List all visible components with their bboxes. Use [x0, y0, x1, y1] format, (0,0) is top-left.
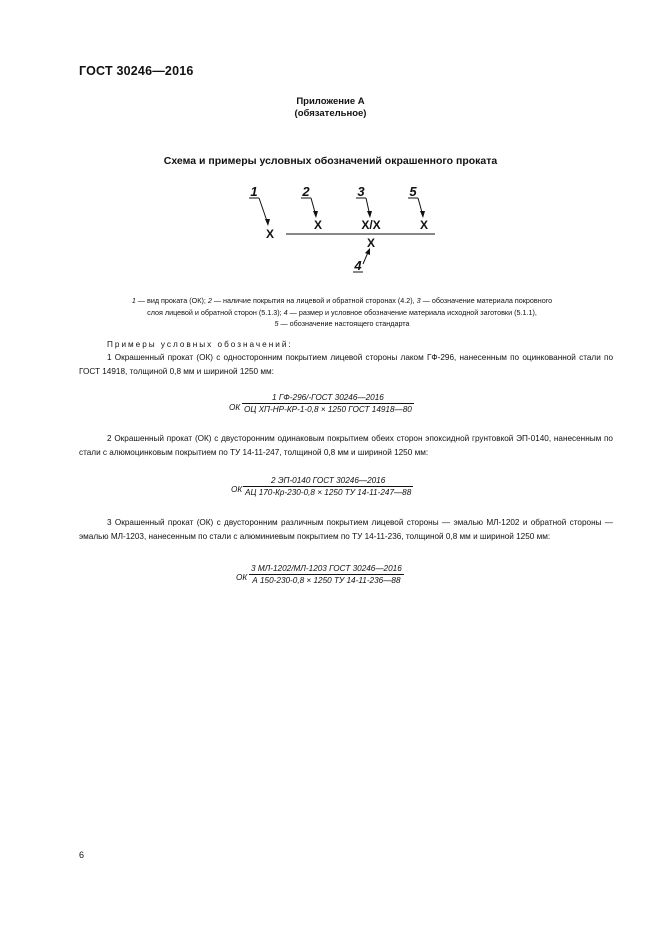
callout-label-2: 2 [302, 184, 310, 199]
mark-5: X [419, 218, 429, 232]
legend-line-1: 1 — вид проката (ОК); 2 — наличие покрытия на лицевой и обратной сторонах (4.2), 3 — обозначение материала покровного [131, 296, 553, 305]
formula-2-numerator: 2 ЭП-0140 ГОСТ 30246—2016 [243, 476, 413, 487]
legend-line-2: слоя лицевой и обратной сторон (5.1.3); 4 — размер и условное обозначение материала исходной заготовки (5.1.1), [147, 307, 537, 317]
callout-label-3: 3 [357, 184, 365, 199]
formula-1-prefix: ОК [229, 403, 241, 412]
designation-scheme-diagram [230, 182, 450, 277]
formula-1-fraction [242, 393, 414, 414]
callout-label-5: 5 [409, 184, 417, 199]
formula-3-denominator: А 150-230-0,8 × 1250 ТУ 14-11-236—88 [252, 576, 401, 585]
example-3-text: 3 Окрашенный прокат (ОК) с двусторонним различным покрытием лицевой стороны — эмалью МЛ-1202 и обратной стороны — эмалью МЛ-1203, нанесенным по стали с алюминиевым покрытием по ТУ 14-11-236, толщиной 0,8 мм и шириной 1250 мм: [79, 518, 613, 541]
example-2-text: 2 Окрашенный прокат (ОК) с двусторонним одинаковым покрытием обеих сторон эпоксидной грунтовкой ЭП-0140, нанесенным по стали с алюмоцинковым покрытием по ТУ 14-11-247, толщиной 0,8 мм и шириной 1250 мм: [79, 434, 613, 457]
legend-line-3: 5 — обозначение настоящего стандарта [274, 319, 410, 328]
formula-3-fraction [249, 564, 404, 585]
page-number: 6 [79, 850, 85, 860]
mark-1: X [265, 227, 275, 241]
mark-2: X [313, 218, 323, 232]
examples-heading: Примеры условных обозначений: [107, 340, 293, 349]
appendix-subtitle: (обязательное) [294, 108, 367, 119]
mark-3: X/X [361, 218, 381, 232]
formula-1-denominator: ОЦ ХП-НР-КР-1-0,8 × 1250 ГОСТ 14918—80 [244, 405, 412, 414]
formula-3-prefix: ОК [236, 573, 248, 582]
formula-2-fraction [243, 476, 413, 497]
appendix-title: Приложение А [296, 96, 365, 107]
document-header: ГОСТ 30246—2016 [79, 64, 194, 78]
example-1-text: 1 Окрашенный прокат (ОК) с односторонним покрытием лицевой стороны лаком ГФ-296, нанесенным по оцинкованной стали по ГОСТ 14918, толщиной 0,8 мм и шириной 1250 мм: [79, 353, 613, 376]
mark-4: X [366, 236, 376, 250]
diagram-legend [82, 295, 602, 330]
section-title: Схема и примеры условных обозначений окрашенного проката [163, 155, 498, 167]
callout-label-4: 4 [354, 258, 362, 273]
formula-2-prefix: ОК [231, 485, 243, 494]
formula-2-denominator: АЦ 170-Кр-230-0,8 × 1250 ТУ 14-11-247—88 [245, 488, 412, 497]
callout-label-1: 1 [250, 184, 258, 199]
formula-3-numerator: 3 МЛ-1202/МЛ-1203 ГОСТ 30246—2016 [251, 564, 402, 573]
formula-1-numerator: 1 ГФ-296/-ГОСТ 30246—2016 [242, 393, 414, 404]
